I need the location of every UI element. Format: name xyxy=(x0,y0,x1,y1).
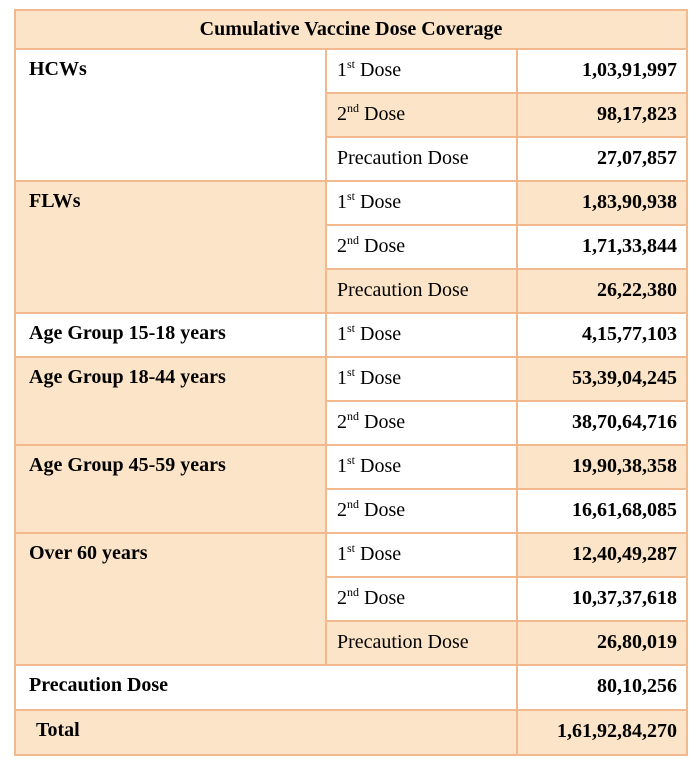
dose-ordinal: 1 xyxy=(337,455,347,477)
table-row xyxy=(15,181,687,225)
dose-value: 16,61,68,085 xyxy=(517,489,687,533)
dose-label-precaution: Precaution Dose xyxy=(326,269,517,313)
dose-value: 19,90,38,358 xyxy=(517,445,687,489)
dose-value: 12,40,49,287 xyxy=(517,533,687,577)
dose-ordinal: 1 xyxy=(337,543,347,565)
dose-label-first xyxy=(326,313,517,357)
dose-label-first xyxy=(326,49,517,93)
group-label-over-60: Over 60 years xyxy=(15,533,326,665)
dose-ordinal-suffix: st xyxy=(347,453,356,467)
dose-label-first xyxy=(326,181,517,225)
dose-ordinal-suffix: nd xyxy=(347,497,359,511)
dose-word: Dose xyxy=(360,59,402,81)
dose-ordinal-suffix: st xyxy=(347,365,356,379)
dose-ordinal: 1 xyxy=(337,191,347,213)
table-row xyxy=(15,710,687,755)
dose-ordinal: 2 xyxy=(337,235,347,257)
group-label-flws: FLWs xyxy=(15,181,326,313)
dose-ordinal-suffix: st xyxy=(347,321,356,335)
dose-label-second xyxy=(326,401,517,445)
dose-label-second xyxy=(326,93,517,137)
dose-word: Dose xyxy=(360,543,402,565)
group-label-hcws: HCWs xyxy=(15,49,326,181)
dose-label-second xyxy=(326,577,517,621)
table-row xyxy=(15,665,687,710)
dose-ordinal-suffix: nd xyxy=(347,233,359,247)
dose-word: Dose xyxy=(364,235,406,257)
table-row xyxy=(15,49,687,93)
precaution-total-value: 80,10,256 xyxy=(517,665,687,710)
dose-ordinal-suffix: nd xyxy=(347,409,359,423)
dose-ordinal: 1 xyxy=(337,367,347,389)
dose-word: Dose xyxy=(364,103,406,125)
total-label: Total xyxy=(15,710,517,755)
dose-value: 27,07,857 xyxy=(517,137,687,181)
precaution-total-label: Precaution Dose xyxy=(15,665,517,710)
dose-word: Dose xyxy=(360,191,402,213)
vaccine-coverage-table xyxy=(14,9,688,756)
dose-ordinal-suffix: st xyxy=(347,541,356,555)
total-value: 1,61,92,84,270 xyxy=(517,710,687,755)
dose-ordinal: 2 xyxy=(337,411,347,433)
dose-value: 10,37,37,618 xyxy=(517,577,687,621)
dose-value: 98,17,823 xyxy=(517,93,687,137)
dose-label-precaution: Precaution Dose xyxy=(326,621,517,665)
table-title-row xyxy=(15,10,687,49)
dose-ordinal: 2 xyxy=(337,499,347,521)
table-row xyxy=(15,357,687,401)
dose-label-first xyxy=(326,533,517,577)
group-label-age-18-44: Age Group 18-44 years xyxy=(15,357,326,445)
dose-word: Dose xyxy=(364,587,406,609)
group-label-age-15-18: Age Group 15-18 years xyxy=(15,313,326,357)
dose-value: 1,83,90,938 xyxy=(517,181,687,225)
dose-value: 53,39,04,245 xyxy=(517,357,687,401)
dose-value: 1,03,91,997 xyxy=(517,49,687,93)
table-row xyxy=(15,445,687,489)
dose-ordinal-suffix: nd xyxy=(347,101,359,115)
dose-label-precaution: Precaution Dose xyxy=(326,137,517,181)
dose-ordinal: 1 xyxy=(337,323,347,345)
dose-word: Dose xyxy=(360,323,402,345)
table-title: Cumulative Vaccine Dose Coverage xyxy=(15,10,687,49)
dose-ordinal-suffix: nd xyxy=(347,585,359,599)
dose-value: 38,70,64,716 xyxy=(517,401,687,445)
dose-ordinal: 1 xyxy=(337,59,347,81)
dose-label-first xyxy=(326,357,517,401)
dose-ordinal: 2 xyxy=(337,587,347,609)
dose-value: 26,80,019 xyxy=(517,621,687,665)
dose-word: Dose xyxy=(360,455,402,477)
dose-word: Dose xyxy=(360,367,402,389)
dose-ordinal: 2 xyxy=(337,103,347,125)
group-label-age-45-59: Age Group 45-59 years xyxy=(15,445,326,533)
dose-label-second xyxy=(326,225,517,269)
dose-ordinal-suffix: st xyxy=(347,189,356,203)
dose-word: Dose xyxy=(364,411,406,433)
dose-value: 26,22,380 xyxy=(517,269,687,313)
table-row xyxy=(15,533,687,577)
table-row xyxy=(15,313,687,357)
dose-label-second xyxy=(326,489,517,533)
dose-value: 1,71,33,844 xyxy=(517,225,687,269)
dose-value: 4,15,77,103 xyxy=(517,313,687,357)
dose-label-first xyxy=(326,445,517,489)
dose-ordinal-suffix: st xyxy=(347,57,356,71)
dose-word: Dose xyxy=(364,499,406,521)
